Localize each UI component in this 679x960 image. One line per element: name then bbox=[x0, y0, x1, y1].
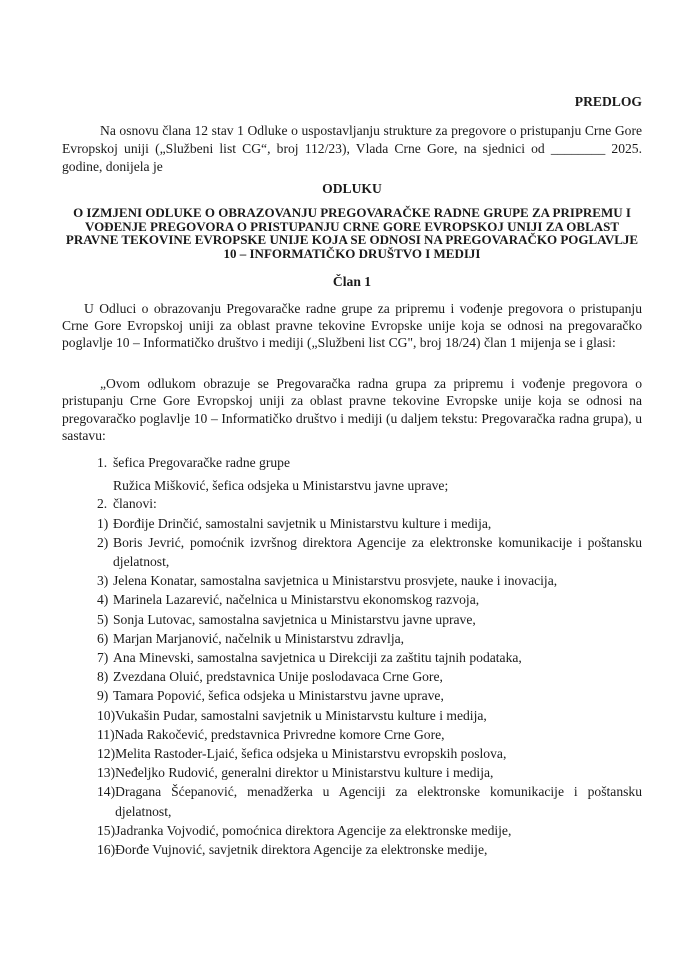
list-label: šefica Pregovaračke radne grupe bbox=[113, 455, 290, 470]
list-number: 12) bbox=[97, 746, 116, 762]
member-text: Dragana Šćepanović, menadžerka u Agenciji za elektronske komunikacije i poštansku djelatnost, bbox=[115, 784, 642, 819]
list-number: 8) bbox=[97, 669, 109, 685]
list-number: 1. bbox=[97, 455, 108, 470]
member-item bbox=[97, 706, 642, 725]
list-number: 4) bbox=[97, 592, 109, 608]
member-text: Neđeljko Rudović, generalni direktor u Ministarstvu kulture i medija, bbox=[115, 765, 494, 781]
head-item bbox=[97, 453, 642, 472]
proposal-label: PREDLOG bbox=[574, 94, 642, 109]
decision-title: O IZMJENI ODLUKE O OBRAZOVANJU PREGOVARAČKE RADNE GRUPE ZA PRIPREMU I VOĐENJE PREGOVORA O PRISTUPANJU CRNE GORE EVROPSKOJ UNIJI ZA OBLAST PRAVNE TEKOVINE EVROPSKE UNIJE KOJA SE ODNOSI NA PREGOVARAČKO POGLAVLJE 10 – INFORMATIČKO DRUŠTVO I MEDIJI bbox=[65, 205, 639, 261]
article-text: U Odluci o obrazovanju Pregovaračke radne grupe za pripremu i vođenje pregovora o pristupanju Crne Gore Evropskoj uniji za oblast pravne tekovine Evropske unije koja se odnosi na pregovaračko poglavlje 10 – Informatičko društvo i mediji („Službeni list CG", broj 18/24) član 1 mijenja se i glasi: bbox=[62, 301, 642, 350]
list-label: članovi: bbox=[113, 496, 157, 512]
list-number: 6) bbox=[97, 630, 109, 646]
member-item bbox=[97, 725, 642, 744]
member-text: Zvezdana Oluić, predstavnica Unije poslodavaca Crne Gore, bbox=[113, 669, 443, 685]
list-number: 13) bbox=[97, 765, 116, 781]
member-item bbox=[97, 629, 642, 648]
decision-heading: ODLUKU bbox=[322, 181, 382, 196]
member-text: Marinela Lazarević, načelnica u Ministarstvu ekonomskog razvoja, bbox=[113, 592, 480, 608]
list-number: 7) bbox=[97, 650, 109, 666]
member-text: Jelena Konatar, samostalna savjetnica u Ministarstvu prosvjete, nauke i inovacija, bbox=[113, 573, 558, 589]
preamble: Na osnovu člana 12 stav 1 Odluke o uspostavljanju strukture za pregovore o pristupanju Crne Gore Evropskoj uniji („Službeni list CG“, broj 112/23), Vlada Crne Gore, na sjednici od ________ 2025. godine, donijela je bbox=[62, 123, 642, 174]
head-person: Ružica Mišković, šefica odsjeka u Ministarstvu javne uprave; bbox=[113, 478, 449, 494]
member-item bbox=[97, 686, 642, 705]
member-text: Marjan Marjanović, načelnik u Ministarstvu zdravlja, bbox=[113, 630, 405, 646]
list-number: 14) bbox=[97, 784, 116, 800]
member-text: Jadranka Vojvodić, pomoćnica direktora Agencije za elektronske medije, bbox=[115, 822, 512, 838]
list-number: 16) bbox=[97, 842, 116, 858]
member-item bbox=[97, 763, 642, 782]
member-item bbox=[97, 571, 642, 590]
list-number: 1) bbox=[97, 515, 109, 531]
member-text: Ana Minevski, samostalna savjetnica u Direkciji za zaštitu tajnih podataka, bbox=[113, 650, 522, 666]
member-text: Sonja Lutovac, samostalna savjetnica u Ministarstvu javne uprave, bbox=[113, 611, 476, 627]
article-heading: Član 1 bbox=[332, 274, 372, 289]
list-number: 11) bbox=[97, 726, 115, 742]
member-text: Boris Jevrić, pomoćnik izvršnog direktora Agencije za elektronske komunikacije i poštansku djelatnost, bbox=[113, 534, 642, 570]
member-item bbox=[97, 821, 642, 840]
list-number: 9) bbox=[97, 688, 109, 704]
member-item bbox=[97, 840, 642, 859]
member-item bbox=[97, 782, 642, 820]
member-text: Vukašin Pudar, samostalni savjetnik u Ministarvstu kulture i medija, bbox=[115, 707, 487, 723]
list-number: 2. bbox=[97, 496, 108, 512]
member-item bbox=[97, 648, 642, 667]
list-number: 5) bbox=[97, 611, 109, 627]
member-item bbox=[97, 667, 642, 686]
list-number: 2) bbox=[97, 534, 109, 550]
members-heading bbox=[97, 494, 642, 513]
member-text: Đorđe Vujnović, savjetnik direktora Agencije za elektronske medije, bbox=[115, 842, 488, 858]
member-item bbox=[97, 744, 642, 763]
list-number: 10) bbox=[97, 707, 116, 723]
list-number: 15) bbox=[97, 822, 116, 838]
member-text: Đorđije Drinčić, samostalni savjetnik u Ministarstvu kulture i medija, bbox=[113, 515, 492, 531]
member-text: Nada Rakočević, predstavnica Privredne komore Crne Gore, bbox=[114, 726, 445, 742]
member-item bbox=[97, 533, 642, 571]
quoted-text: „Ovom odlukom obrazuje se Pregovaračka radna grupa za pripremu i vođenje pregovora o pristupanju Crne Gore Evropskoj uniji za oblast pravne tekovine Evropske unije koja se odnosi na pregovaračko poglavlje 10 – Informatičko društvo i mediji (u daljem tekstu: Pregovaračka radna grupa), u sastavu: bbox=[62, 376, 642, 443]
member-item bbox=[97, 610, 642, 629]
member-item bbox=[97, 514, 642, 533]
member-item bbox=[97, 590, 642, 609]
member-text: Melita Rastoder-Ljaić, šefica odsjeka u Ministarstvu evropskih poslova, bbox=[115, 746, 507, 762]
members-list bbox=[97, 453, 642, 859]
member-text: Tamara Popović, šefica odsjeka u Ministarstvu javne uprave, bbox=[113, 688, 444, 704]
list-number: 3) bbox=[97, 573, 109, 589]
